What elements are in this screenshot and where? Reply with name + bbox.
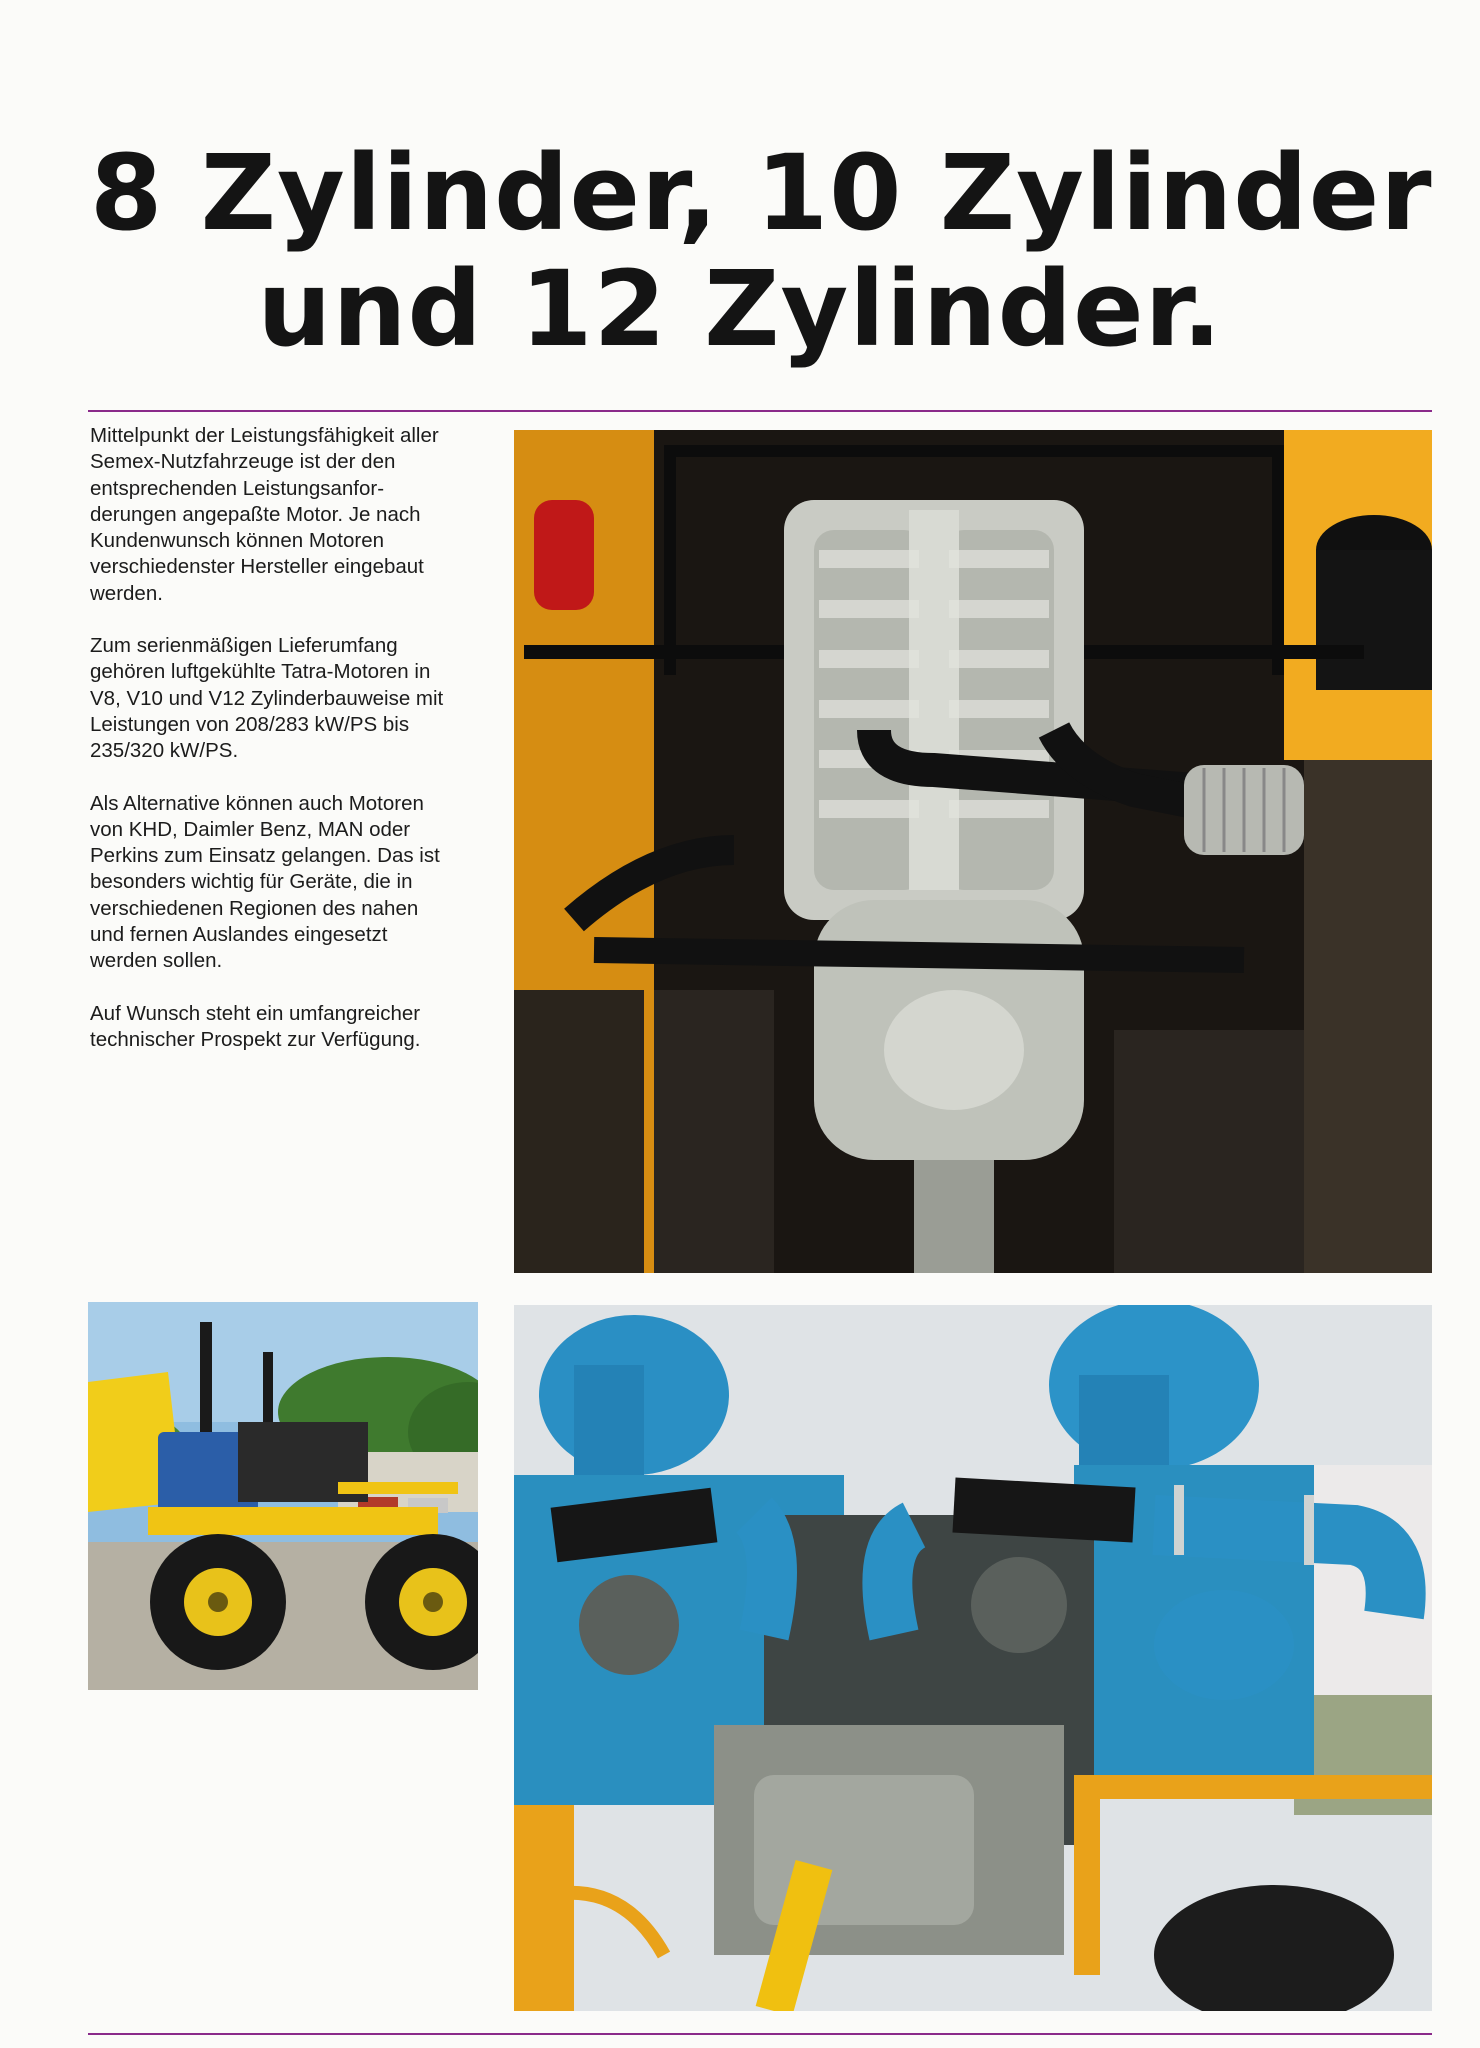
paragraph-brochure-note: Auf Wunsch steht ein umfangreicher technischer Prospekt zur Verfügung. [90,1001,421,1051]
page-headline [90,132,1433,370]
paragraph-standard-engines: Zum serienmäßigen Lieferumfang gehören luftgekühlte Tatra-Motoren in V8, V10 und V12 Zylinderbauweise mit Leistungen von 208/283 kW/PS bis 235/320 kW/PS. [90,634,444,763]
paragraph-alternative-engines: Als Alternative können auch Motoren von KHD, Daimler Benz, MAN oder Perkins zum Einsatz gelangen. Das ist besonders wichtig für Geräte, die in verschiedenen Regionen des nahen und fernen Auslandes eingesetzt werden sollen. [90,791,440,973]
photo-twin-turbo-engine [514,1305,1432,2011]
paragraph-intro: Mittelpunkt der Leistungsfähigkeit aller Semex-Nutzfahrzeuge ist der den entsprechenden Leistungsanfor- derungen angepaßte Motor. Je nach Kundenwunsch können Motoren verschiedenster Hersteller eingebaut werden. [90,424,439,605]
headline-line-1: 8 Zylinder, 10 Zylinder [90,132,1433,254]
top-divider [88,410,1432,412]
body-text-column [90,423,480,1079]
photo-v12-engine [514,430,1432,1273]
bottom-divider [88,2033,1432,2035]
headline-line-2: und 12 Zylinder. [257,248,1223,370]
photo-vehicle-chassis [88,1302,478,1690]
